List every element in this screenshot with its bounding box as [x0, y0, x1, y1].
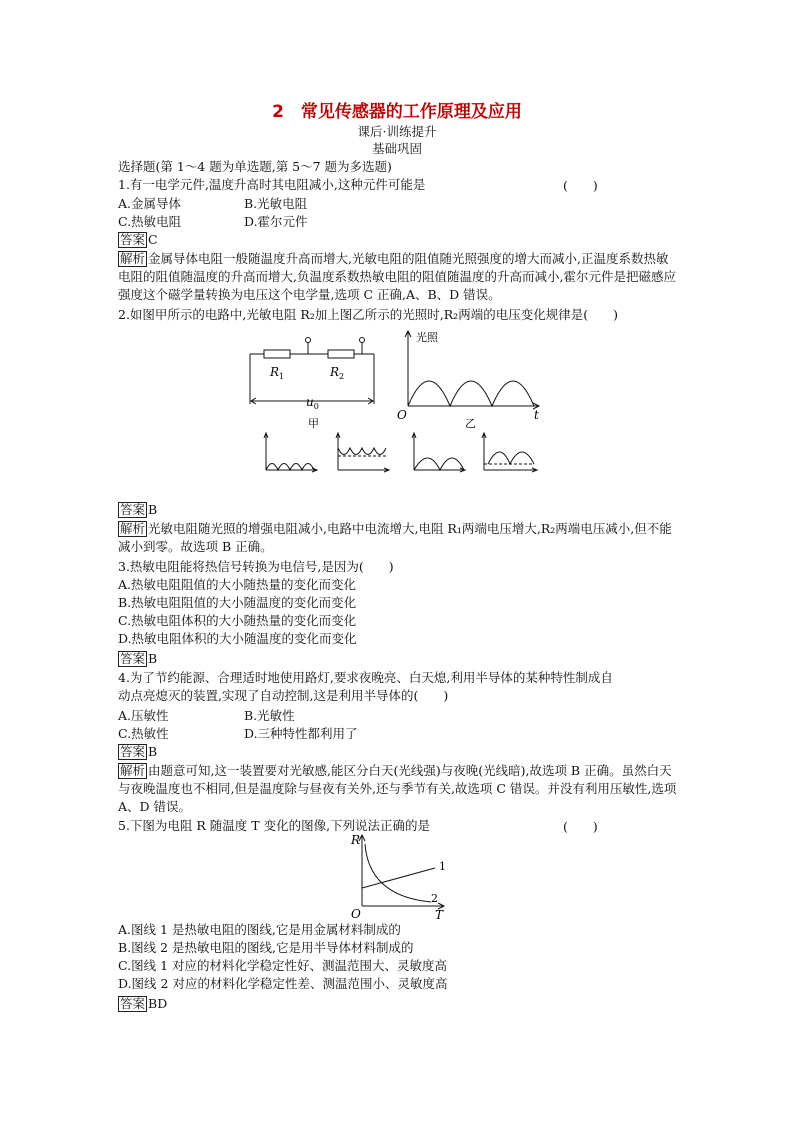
curve-2-label: 2: [431, 892, 438, 905]
graph-d: [482, 433, 537, 472]
q4-option-d: D.三种特性都利用了: [244, 726, 358, 741]
q3-option-a: A.热敏电阻阻值的大小随热量的变化而变化: [118, 577, 357, 592]
q1-analysis: [118, 250, 678, 304]
curve-1-label: 1: [439, 860, 446, 873]
q5-origin: O: [351, 907, 361, 921]
page-subtitle: 课后·训练提升: [357, 124, 437, 139]
q2-analysis-text: 光敏电阻随光照的增强电阻减小,电路中电流增大,电阻 R₁两端电压增大,R₂两端电压减小,但不能减小到零。故选项 B 正确。: [118, 521, 672, 554]
q1-option-c: C.热敏电阻: [118, 214, 182, 229]
graph-a: [264, 433, 317, 472]
q5-r-t-graph: [345, 830, 455, 922]
analysis-tag: 解析: [120, 763, 146, 778]
graph-c: [412, 433, 465, 472]
q1-option-d: D.霍尔元件: [244, 214, 308, 229]
q4-stem-line1: 4.为了节约能源、合理适时地使用路灯,要求夜晚亮、白天熄,利用半导体的某种特性制成自: [118, 670, 613, 685]
section-heading: 基础巩固: [371, 141, 422, 156]
q3-option-b: B.热敏电阻阻值的大小随温度的变化而变化: [118, 595, 357, 610]
q1-answer-paren: ( ): [563, 178, 598, 193]
answer-tag: 答案: [120, 996, 146, 1011]
q5-ylabel: R: [351, 833, 361, 847]
q2-analysis: [118, 520, 678, 556]
q3-option-d: D.热敏电阻体积的大小随温度的变化而变化: [118, 631, 357, 646]
q1-answer: [118, 231, 158, 248]
u0-label: $u_0$: [306, 395, 319, 411]
q1-option-a: A.金属导体: [118, 196, 182, 211]
q4-option-b: B.光敏性: [244, 708, 295, 723]
q2-stem: 2.如图甲所示的电路中,光敏电阻 R₂加上图乙所示的光照时,R₂两端的电压变化规律是( ): [118, 307, 618, 322]
q3-answer-value: B: [148, 651, 158, 666]
q4-option-a: A.压敏性: [118, 708, 169, 723]
q5-option-c: C.图线 1 对应的材料化学稳定性好、测温范围大、灵敏度高: [118, 958, 447, 973]
figure-yi-caption: 乙: [465, 417, 476, 430]
q1-stem: 1.有一电学元件,温度升高时其电阻减小,这种元件可能是: [118, 177, 426, 192]
q3-stem: 3.热敏电阻能将热信号转换为电信号,是因为( ): [118, 559, 394, 574]
analysis-tag: 解析: [120, 521, 146, 536]
answer-tag: 答案: [120, 651, 146, 666]
answer-tag: 答案: [120, 502, 146, 517]
answer-tag: 答案: [120, 744, 146, 759]
q5-answer-value: BD: [148, 996, 168, 1011]
answer-tag: 答案: [120, 232, 146, 247]
q5-answer: [118, 995, 167, 1012]
q2-figures-top: [240, 324, 560, 436]
curve-2: [365, 844, 431, 902]
yi-ylabel: 光照: [416, 331, 438, 344]
yi-origin: O: [397, 408, 407, 422]
r1-label: $R_1$: [270, 365, 285, 381]
yi-xlabel: t: [534, 408, 539, 422]
q5-xlabel: T: [435, 908, 444, 922]
q2-answer-graphs: [246, 430, 556, 502]
q4-analysis-text: 由题意可知,这一装置要对光敏感,能区分白天(光线强)与夜晚(光线暗),故选项 B 正确。虽然白天与夜晚温度也不相同,但是温度除与昼夜有关外,还与季节有关,故选项 C 错误。并没有利用压敏性,选项 A、D 错误。: [118, 763, 677, 814]
q4-analysis: [118, 762, 678, 816]
question-type-note: 选择题(第 1～4 题为单选题,第 5～7 题为多选题): [118, 159, 392, 174]
q5-answer-paren: ( ): [563, 819, 598, 834]
q4-stem-line2: 动点亮熄灭的装置,实现了自动控制,这是利用半导体的( ): [118, 688, 449, 703]
q4-answer-value: B: [148, 744, 158, 759]
q2-answer-value: B: [148, 502, 158, 517]
q1-answer-value: C: [148, 232, 158, 247]
q4-answer: [118, 743, 157, 760]
q5-option-b: B.图线 2 是热敏电阻的图线,它是用半导体材料制成的: [118, 940, 414, 955]
q3-answer: [118, 650, 157, 667]
graph-b: [336, 433, 389, 472]
q4-option-c: C.热敏性: [118, 726, 169, 741]
figure-jia-caption: 甲: [308, 417, 319, 430]
q3-option-c: C.热敏电阻体积的大小随热量的变化而变化: [118, 613, 357, 628]
analysis-tag: 解析: [120, 251, 146, 266]
q5-stem: 5.下图为电阻 R 随温度 T 变化的图像,下列说法正确的是: [118, 818, 431, 833]
q2-answer: [118, 501, 157, 518]
q5-option-d: D.图线 2 对应的材料化学稳定性差、测温范围小、灵敏度高: [118, 976, 448, 991]
q1-option-b: B.光敏电阻: [244, 196, 308, 211]
q1-analysis-text: 金属导体电阻一般随温度升高而增大,光敏电阻的阻值随光照强度的增大而减小,正温度系数热敏电阻的阻值随温度的升高而增大,负温度系数热敏电阻的阻值随温度的升高而减小,霍尔元件是把磁感应强度这个磁学量转换为电压这个电学量,选项 C 正确,A、B、D 错误。: [118, 251, 676, 302]
q5-option-a: A.图线 1 是热敏电阻的图线,它是用金属材料制成的: [118, 922, 401, 937]
page-title: 2 常见传感器的工作原理及应用: [272, 102, 522, 122]
r2-label: $R_2$: [330, 365, 345, 381]
